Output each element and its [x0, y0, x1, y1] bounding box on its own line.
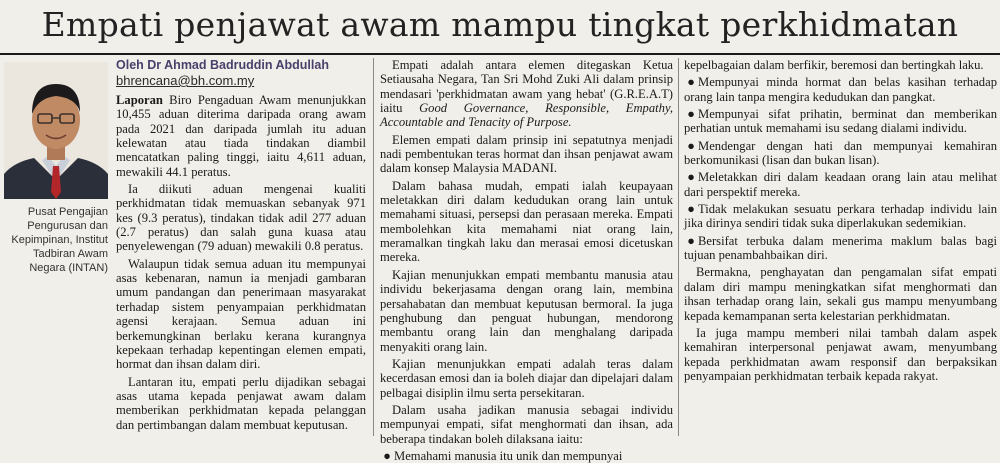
bullet-icon: ●	[687, 202, 695, 217]
article-column-3	[684, 58, 997, 436]
bullet-text: Bersifat terbuka dalam menerima maklum balas bagi tujuan penambahbaikan diri.	[684, 233, 997, 263]
paragraph-text: Biro Pengaduan Awam menunjukkan 10,455 aduan diterima daripada orang awam pada 2021 dan daripada jumlah itu aduan kelewatan atau tiada tindakan diambil mencatatkan paling tinggi, iaitu 4,611 aduan, mewakili 44.1 peratus.	[116, 93, 366, 179]
paragraph	[116, 93, 366, 179]
bullet-text: Mempunyai sifat prihatin, berminat dan memberikan perhatian untuk memahami isu sedang dialami individu.	[684, 107, 997, 136]
paragraph: Dalam usaha jadikan manusia sebagai individu mempunyai empati, sifat menghormati dan ihsan, ada beberapa tindakan boleh dilaksana iaitu:	[380, 402, 673, 446]
bullet-item	[684, 75, 997, 104]
bullet-icon: ●	[687, 138, 695, 153]
paragraph: Ia juga mampu memberi nilai tambah dalam aspek kemahiran interpersonal penjawat awam, menyumbang kepada perkhidmatan awam responsif dan berpaksikan penyampaian perkhidmatan terbaik kepada rakyat.	[684, 325, 997, 383]
column-divider	[373, 58, 374, 436]
paragraph: Bermakna, penghayatan dan pengamalan sifat empati dalam diri mampu meningkatkan sifat menghormati dan ihsan terhadap orang lain, sekali gus mampu menyumbang kepada kemampanan serta kelestarian perkhidmatan.	[684, 265, 997, 323]
paragraph: kepelbagaian dalam berfikir, beremosi dan bertingkah laku.	[684, 58, 984, 72]
paragraph: Kajian menunjukkan empati membantu manusia atau individu bekerjasama dengan orang lain, membina persahabatan dan membuat keputusan bermoral. Ia juga penghubung dan penguat hubungan, mendorong membantu orang lain dan menghalang daripada menyakiti orang lain.	[380, 267, 673, 354]
column-divider	[678, 58, 679, 436]
article-column-1	[116, 58, 366, 436]
author-caption: Pusat Pengajian Pengurusan dan Kepimpinan, Institut Tadbiran Awam Negara (INTAN)	[11, 206, 108, 274]
paragraph: Lantaran itu, empati perlu dijadikan sebagai asas utama kepada penjawat awam dalam memberikan perkhidmatan kepada pelanggan dan pertimbangan dalam membuat keputusan.	[116, 374, 366, 432]
bullet-icon: ●	[687, 75, 695, 90]
author-photo	[4, 62, 108, 199]
bullet-item	[684, 234, 997, 263]
bullet-item	[684, 107, 997, 136]
bullet-item	[684, 202, 997, 231]
bullet-text: Memahami manusia itu unik dan mempunyai	[394, 448, 623, 463]
bullet-icon: ●	[687, 170, 695, 185]
bullet-icon: ●	[383, 448, 391, 463]
bullet-text: Tidak melakukan sesuatu perkara terhadap individu lain jika dirinya sendiri tidak suka diperlakukan sedemikian.	[684, 202, 997, 231]
bullet-text: Mendengar dengan hati dan mempunyai kemahiran berkomunikasi (lisan dan bukan lisan).	[684, 138, 997, 168]
paragraph: Elemen empati dalam prinsip ini sepatutnya menjadi nadi pembentukan teras hormat dan ihsan penjawat awam dalam konsep Malaysia MADANI.	[380, 132, 673, 176]
paragraph-text: Empati adalah antara elemen ditegaskan Ketua Setiausaha Negara, Tan Sri Mohd Zuki Ali dalam prinsip mendasari 'perkhidmatan awam yang hebat' (G.R.E.A.T) iaitu	[380, 58, 673, 116]
paragraph: Dalam bahasa mudah, empati ialah keupayaan meletakkan diri dalam kedudukan orang lain untuk memahami situasi, persepsi dan perasaan mereka. Empati membolehkan kita memahami niat orang lain, meramalkan tingkah laku dan merasai emosi dicetuskan mereka.	[380, 178, 673, 265]
paragraph: Walaupun tidak semua aduan itu mempunyai asas kebenaran, namun ia menjadi gambaran umum pandangan dan penerimaan masyarakat terhadap sistem penyampaian perkhidmatan agensi kerajaan. Semua aduan ini berkemungkinan berlaku kerana kurangnya kepekaan terhadap kepentingan elemen empati, hormat dan ihsan dalam diri.	[116, 256, 366, 372]
bullet-item	[684, 139, 997, 168]
bullet-icon: ●	[687, 233, 695, 248]
headline-rule	[0, 53, 1000, 55]
bullet-text: Meletakkan diri dalam keadaan orang lain atau melihat dari perspektif mereka.	[684, 170, 997, 199]
bullet-text: Mempunyai minda hormat dan belas kasihan terhadap orang lain tanpa mengira kedudukan dan pangkat.	[684, 75, 997, 104]
author-portrait-icon	[4, 62, 108, 199]
bullet-icon: ●	[687, 107, 695, 122]
article-column-2	[380, 58, 673, 463]
headline: Empati penjawat awam mampu tingkat perkhidmatan	[41, 5, 959, 44]
author-byline: Oleh Dr Ahmad Badruddin Abdullah	[116, 58, 329, 72]
lead-word: Laporan	[116, 93, 163, 107]
paragraph	[380, 58, 673, 130]
paragraph: Ia diikuti aduan mengenai kualiti perkhidmatan tidak memuaskan sebanyak 971 kes (9.3 peratus), tindakan tidak adil 277 aduan (2.7 peratus) dan salah guna kuasa atau penyelewengan (79 aduan) mewakili 0.8 peratus.	[116, 182, 366, 254]
great-principles: Good Governance, Responsible, Empathy, Accountable and Tenacity of Purpose.	[380, 101, 673, 130]
bullet-item	[380, 449, 673, 463]
paragraph: Kajian menunjukkan empati adalah teras dalam kecerdasan emosi dan ia boleh diajar dan dipelajari dalam pelbagai disiplin ilmu serta persekitaran.	[380, 356, 673, 400]
author-email-link[interactable]: bhrencana@bh.com.my	[116, 73, 255, 88]
bullet-item	[684, 170, 997, 199]
